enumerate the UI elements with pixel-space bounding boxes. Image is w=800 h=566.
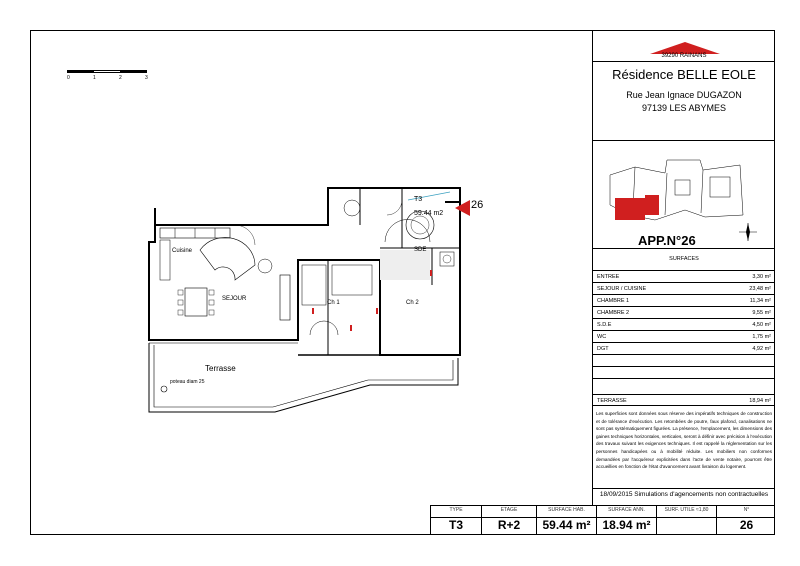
room-ch1: Ch 1 (327, 300, 340, 306)
surface-row-empty (593, 378, 775, 390)
info-panel (592, 30, 775, 506)
surface-row: SEJOUR / CUISINE 23,48 m² (593, 282, 775, 294)
footer-note: 18/09/2015 Simulations d'agencements non contractuelles (599, 491, 769, 498)
apartment-title: APP.N°26 (638, 233, 696, 248)
surface-row-empty (593, 354, 775, 366)
summary-table (430, 505, 775, 535)
disclaimer-text: Les superficies sont données sous réserve des impératifs techniques de construction et de tolérance d'exécution. Les retombées de poutre, faux plafond, canalisations ne sont pas systématiquement figurées. La présence, l'emplacement, les dimensions des gaines techniques horizontales, verticales, seront à définir avec précision à l'exécution des travaux suivant les exigences techniques. Il est rappelé la réglementation sur les personnes handicapées ou à mobilité réduite. Les mobiliers non conformes demandées par l'acquéreur explicitées dans l'acte de vente notaire, pourront être accueillies en fonction de l'état d'avancement avant livraison du logement. (596, 411, 772, 470)
summary-col-surface-ann: SURFACE ANN. 18.94 m² (596, 506, 656, 535)
compass-icon (738, 222, 758, 242)
key-plan (605, 155, 755, 225)
residence-name: Résidence BELLE EOLE (612, 67, 756, 82)
room-cuisine: Cuisine (172, 248, 193, 254)
summary-col-etage: ETAGE R+2 (481, 506, 536, 535)
terrace-row: TERRASSE 18,94 m² (593, 394, 775, 406)
roof-logo-icon (645, 40, 725, 54)
surface-row-empty (593, 366, 775, 378)
plan-callout-area: 59.44 m2 (414, 210, 444, 217)
surface-row: S.D.E 4,50 m² (593, 318, 775, 330)
summary-col-surf-utile: SURF. UTILE ≈1,80 (656, 506, 716, 535)
room-ch2: Ch 2 (406, 300, 419, 306)
room-sde: SDE (414, 247, 427, 253)
room-sejour: SEJOUR (222, 296, 247, 302)
scale-tick-2: 2 (119, 75, 122, 81)
poteau-label: poteau diam 25 (170, 379, 205, 385)
surfaces-header: SURFACES (669, 256, 699, 262)
scale-tick-0: 0 (67, 75, 70, 81)
room-terrasse: Terrasse (205, 364, 236, 373)
surface-row: WC 1,75 m² (593, 330, 775, 342)
scale-bar (67, 70, 149, 84)
scale-tick-3: 3 (145, 75, 148, 81)
address-line2: 97139 LES ABYMES (641, 103, 727, 113)
surface-row: CHAMBRE 1 11,34 m² (593, 294, 775, 306)
summary-col-number: N° 26 (716, 506, 776, 535)
plan-callout-type: T3 (414, 196, 423, 203)
surface-row: DGT 4,92 m² (593, 342, 775, 354)
scale-tick-1: 1 (93, 75, 96, 81)
surface-row: ENTREE 3,30 m² (593, 270, 775, 282)
summary-col-type: TYPE T3 (448, 507, 463, 532)
logo-text: 39290 RAINANS (661, 53, 707, 59)
summary-col-surface-hab: SURFACE HAB. 59.44 m² (536, 506, 596, 535)
plan-callout-number: 26 (471, 199, 484, 211)
surface-row: CHAMBRE 2 9,55 m² (593, 306, 775, 318)
address-line1: Rue Jean Ignace DUGAZON (626, 90, 742, 100)
